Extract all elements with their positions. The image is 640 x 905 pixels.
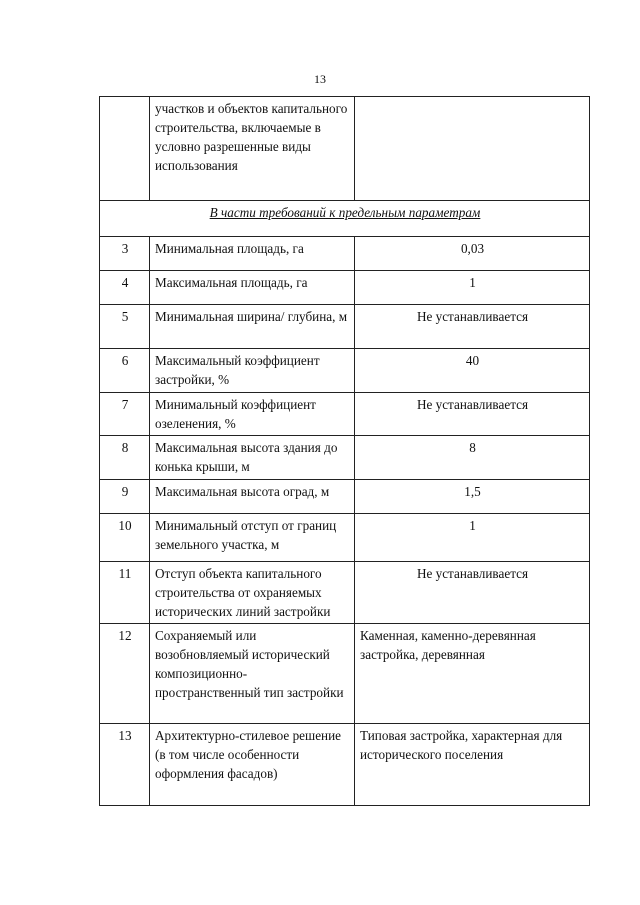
row-number: 12 bbox=[100, 624, 150, 724]
row-name: Максимальный коэффициент застройки, % bbox=[150, 349, 355, 393]
row-number: 13 bbox=[100, 724, 150, 806]
row-value: Не устанавливается bbox=[355, 305, 590, 349]
row-value: Не устанавливается bbox=[355, 393, 590, 436]
row-number: 4 bbox=[100, 271, 150, 305]
row-number: 11 bbox=[100, 562, 150, 624]
row-value: Не устанавливается bbox=[355, 562, 590, 624]
row-value-cell bbox=[355, 97, 590, 201]
row-value: 40 bbox=[355, 349, 590, 393]
row-value: Типовая застройка, характерная для исторического поселения bbox=[355, 724, 590, 806]
row-name: Архитектурно-стилевое решение (в том числе особенности оформления фасадов) bbox=[150, 724, 355, 806]
table-row bbox=[100, 271, 590, 305]
row-name: Максимальная площадь, га bbox=[150, 271, 355, 305]
table-row-continued bbox=[100, 97, 590, 201]
table-row bbox=[100, 724, 590, 806]
row-value: 1,5 bbox=[355, 480, 590, 514]
section-header: В части требований к предельным параметрам bbox=[100, 201, 590, 237]
row-value: 8 bbox=[355, 436, 590, 480]
row-number-cell bbox=[100, 97, 150, 201]
row-number: 7 bbox=[100, 393, 150, 436]
row-value: Каменная, каменно-деревянная застройка, деревянная bbox=[355, 624, 590, 724]
row-number: 6 bbox=[100, 349, 150, 393]
row-number: 9 bbox=[100, 480, 150, 514]
row-name: Минимальный отступ от границ земельного участка, м bbox=[150, 514, 355, 562]
table-row bbox=[100, 305, 590, 349]
row-name: Минимальная площадь, га bbox=[150, 237, 355, 271]
row-value: 1 bbox=[355, 271, 590, 305]
table-row bbox=[100, 349, 590, 393]
row-name: Отступ объекта капитального строительства от охраняемых исторических линий застройки bbox=[150, 562, 355, 624]
table-row bbox=[100, 237, 590, 271]
row-number: 5 bbox=[100, 305, 150, 349]
table-row bbox=[100, 562, 590, 624]
row-name: Максимальная высота здания до конька крыши, м bbox=[150, 436, 355, 480]
row-name: Минимальная ширина/ глубина, м bbox=[150, 305, 355, 349]
section-header-row bbox=[100, 201, 590, 237]
table-row bbox=[100, 624, 590, 724]
row-name: Сохраняемый или возобновляемый исторический композиционно-пространственный тип застройки bbox=[150, 624, 355, 724]
row-name: Минимальный коэффициент озеленения, % bbox=[150, 393, 355, 436]
row-value: 1 bbox=[355, 514, 590, 562]
requirements-table bbox=[99, 96, 590, 806]
row-value: 0,03 bbox=[355, 237, 590, 271]
table-row bbox=[100, 436, 590, 480]
row-name-cell: участков и объектов капитального строительства, включаемые в условно разрешенные виды использования bbox=[150, 97, 355, 201]
page-number: 13 bbox=[314, 72, 326, 86]
table-row bbox=[100, 393, 590, 436]
row-number: 10 bbox=[100, 514, 150, 562]
row-name: Максимальная высота оград, м bbox=[150, 480, 355, 514]
row-number: 3 bbox=[100, 237, 150, 271]
table-row bbox=[100, 514, 590, 562]
table-row bbox=[100, 480, 590, 514]
row-number: 8 bbox=[100, 436, 150, 480]
